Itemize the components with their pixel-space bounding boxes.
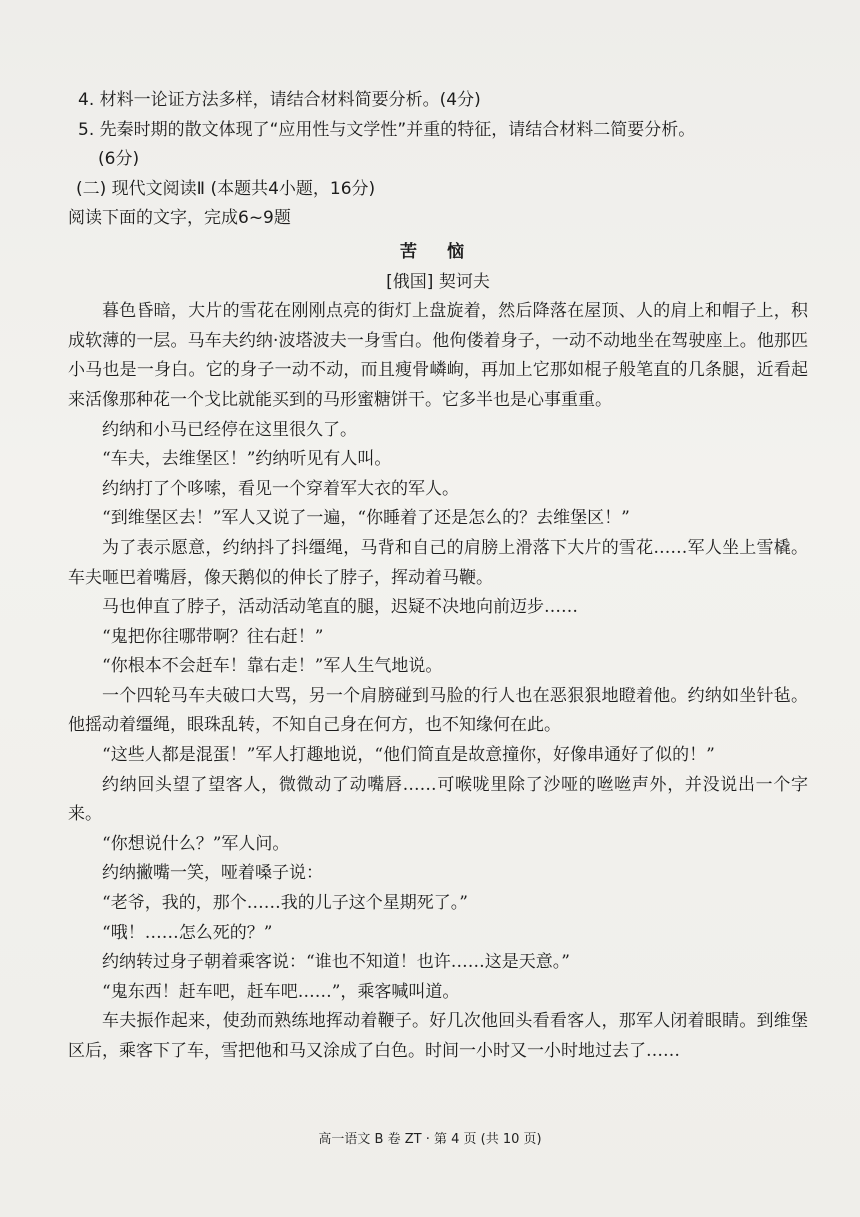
story-paragraph: 为了表示愿意，约纳抖了抖缰绳，马背和自己的肩膀上滑落下大片的雪花……军人坐上雪橇。车夫咂巴着嘴唇，像天鹅似的伸长了脖子，挥动着马鞭。 [68,537,808,588]
story-paragraph: “鬼东西！赶车吧，赶车吧……”，乘客喊叫道。 [102,981,460,1002]
page-footer: 高一语文 B 卷 ZT · 第 4 页 (共 10 页) [318,1132,542,1147]
question-5: 5. 先秦时期的散文体现了“应用性与文学性”并重的特征，请结合材料二简要分析。 [78,119,696,140]
story-paragraph: 约纳打了个哆嗦，看见一个穿着军大衣的军人。 [102,478,459,499]
story-paragraph: “到维堡区去！”军人又说了一遍，“你睡着了还是怎么的？去维堡区！” [102,508,630,529]
story-paragraph: 暮色昏暗，大片的雪花在刚刚点亮的街灯上盘旋着，然后降落在屋顶、人的肩上和帽子上，积成软薄的一层。马车夫约纳·波塔波夫一身雪白。他佝偻着身子，一动不动地坐在驾驶座上。他那匹小马也是一身白。它的身子一动不动，而且瘦骨嶙峋，再加上它那如棍子般笔直的几条腿，近看起来活像那种花一个戈比就能买到的马形蜜糖饼干。它多半也是心事重重。 [68,301,808,410]
story-paragraph: 约纳回头望了望客人，微微动了动嘴唇……可喉咙里除了沙哑的咝咝声外，并没说出一个字来。 [68,774,808,825]
story-title: 苦 恼 [400,241,476,262]
story-paragraph: 约纳转过身子朝着乘客说：“谁也不知道！也许……这是天意。” [102,952,570,973]
story-paragraph: “鬼把你往哪带啊？往右赶！” [102,626,324,647]
section-instruction: 阅读下面的文字，完成6~9题 [68,208,291,229]
story-paragraph: 约纳和小马已经停在这里很久了。 [102,419,357,440]
section-header: (二) 现代文阅读Ⅱ (本题共4小题，16分) [76,178,376,199]
story-paragraph: “老爷，我的，那个……我的儿子这个星期死了。” [102,893,468,914]
story-paragraph: “你根本不会赶车！靠右走！”军人生气地说。 [102,656,443,677]
story-paragraph: 约纳撇嘴一笑，哑着嗓子说： [102,863,323,884]
story-paragraph: 车夫振作起来，使劲而熟练地挥动着鞭子。好几次他回头看看客人，那军人闭着眼睛。到维堡区后，乘客下了车，雪把他和马又涂成了白色。时间一小时又一小时地过去了…… [68,1011,808,1061]
question-5-points: (6分) [98,149,140,170]
page-content [68,86,808,1067]
question-4: 4. 材料一论证方法多样，请结合材料简要分析。(4分) [78,90,481,110]
story-paragraph: 一个四轮马车夫破口大骂，另一个肩膀碰到马脸的行人也在恶狠狠地瞪着他。约纳如坐针毡。他摇动着缰绳，眼珠乱转，不知自己身在何方，也不知缘何在此。 [68,685,808,736]
story-paragraph: 马也伸直了脖子，活动活动笔直的腿，迟疑不决地向前迈步…… [102,597,578,618]
story-paragraph: “你想说什么？”军人问。 [102,833,290,854]
story-author: [俄国] 契诃夫 [386,271,490,292]
story-paragraph: “哦！……怎么死的？” [102,922,273,943]
story-paragraph: “车夫，去维堡区！”约纳听见有人叫。 [102,449,392,470]
story-paragraph: “这些人都是混蛋！”军人打趣地说，“他们简直是故意撞你，好像串通好了似的！” [102,745,715,766]
